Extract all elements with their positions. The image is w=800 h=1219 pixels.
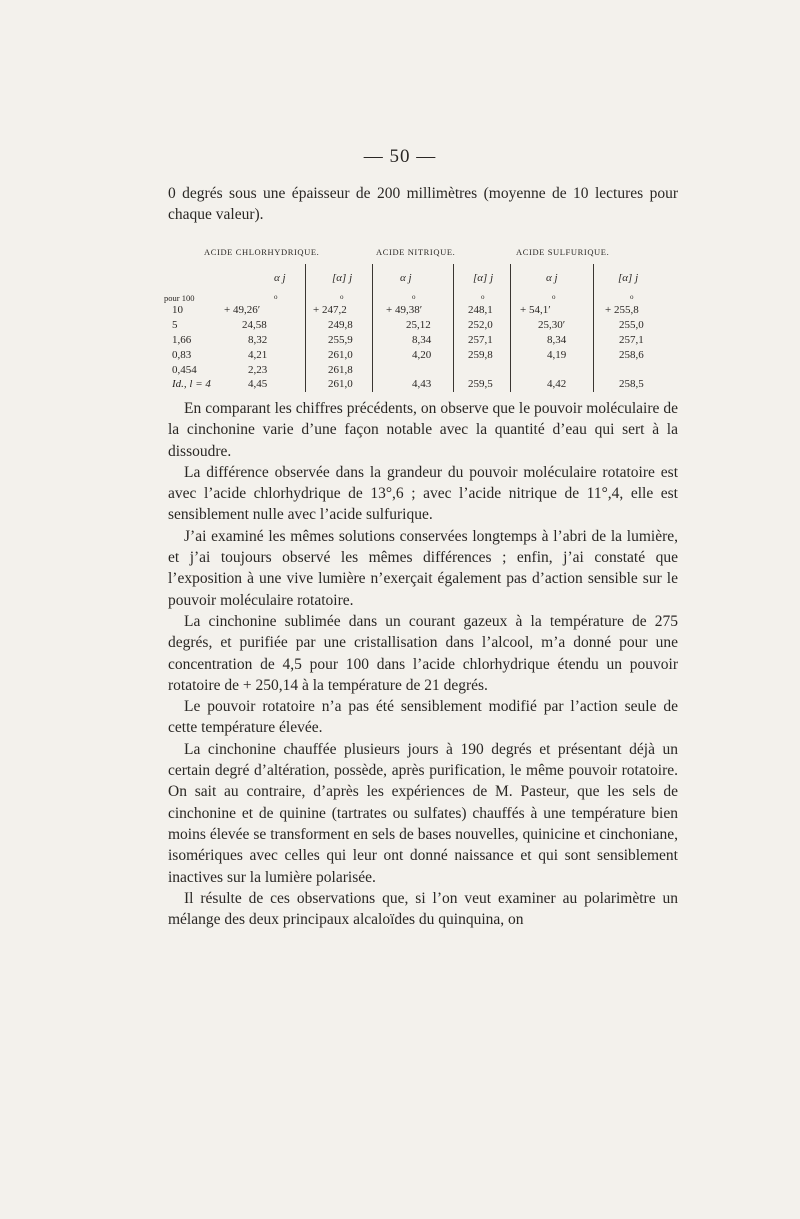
table-cell: 8,34: [547, 334, 567, 346]
col-header-alpha-3: α j: [546, 272, 558, 284]
table-cell: 258,6: [619, 349, 644, 361]
paragraph: La différence observée dans la grandeur du pouvoir moléculaire rotatoire est avec l’acide chlorhydrique de 13°,6 ; avec l’acide nitrique de 11°,4, elle est sensiblement nulle avec l’acide sulfurique.: [168, 463, 678, 524]
paragraph: La cinchonine chauffée plusieurs jours à 190 degrés et présentant déjà un certain degré d’altération, possède, après purification, le même pouvoir rotatoire. On sait au contraire, d’après les expériences de M. Pasteur, que les sels de cinchonine et de quinine (tartrates ou sulfates) chauffés à une température bien moins élevée se transforment en sels de bases nouvelles, quinicine et cinchoniane, isomériques avec celles qui leur ont donné naissance et qui sont sensiblement inactives sur la lumière polarisée.: [168, 740, 678, 886]
table-cell: 257,1: [468, 334, 493, 346]
table-cell: 258,5: [619, 378, 644, 390]
degree-mark: o: [630, 293, 634, 301]
table-row: [168, 349, 678, 364]
paragraph: En comparant les chiffres précédents, on observe que le pouvoir moléculaire de la cinchonine varie d’une façon notable avec la quantité d’eau qui sert à la dissoudre.: [168, 400, 678, 460]
table-cell: 4,42: [547, 378, 567, 390]
table-row: [168, 304, 678, 319]
table-cell: + 49,38′: [386, 304, 423, 316]
degree-mark: o: [481, 293, 485, 301]
paragraph: Il résulte de ces observations que, si l’on veut examiner au polarimètre un mélange des deux principaux alcaloïdes du quinquina, on: [168, 889, 678, 929]
table-cell: Id., l = 4: [172, 378, 211, 390]
intro-text: 0 degrés sous une épaisseur de 200 millimètres (moyenne de 10 lectures pour chaque valeur).: [168, 185, 678, 224]
table-cell: 261,0: [328, 378, 353, 390]
table-row: [168, 319, 678, 334]
table-cell: + 49,26′: [224, 304, 261, 316]
table-row: [168, 364, 678, 379]
table-cell: 2,23: [248, 364, 268, 376]
table-cell: 10: [172, 304, 183, 316]
table-cell: + 54,1′: [520, 304, 551, 316]
group-header-sulfuric: ACIDE SULFURIQUE.: [516, 247, 610, 257]
col-header-specific-3: [α] j: [618, 272, 639, 284]
table-cell: 261,8: [328, 364, 353, 376]
table-cell: 4,19: [547, 349, 567, 361]
rotation-table: [164, 236, 678, 396]
table-cell: 4,21: [248, 349, 268, 361]
table-cell: 4,43: [412, 378, 432, 390]
table-cell: 25,12: [406, 319, 431, 331]
table-cell: 0,454: [172, 364, 197, 376]
paragraph: Le pouvoir rotatoire n’a pas été sensiblement modifié par l’action seule de cette température élevée.: [168, 698, 678, 737]
table-cell: 248,1: [468, 304, 493, 316]
col-header-alpha-1: α j: [274, 272, 286, 284]
table-cell: 0,83: [172, 349, 192, 361]
page-number: — 50 —: [363, 146, 437, 167]
group-header-nitric: ACIDE NITRIQUE.: [376, 247, 456, 257]
col-header-specific-2: [α] j: [473, 272, 494, 284]
table-cell: 252,0: [468, 319, 493, 331]
col-header-specific-1: [α] j: [332, 272, 353, 284]
table-row: [168, 378, 678, 393]
paragraph: La cinchonine sublimée dans un courant gazeux à la température de 275 degrés, et purifiée par une cristallisation dans l’alcool, m’a donné pour une concentration de 4,5 pour 100 dans l’acide chlorhydrique étendu un pouvoir rotatoire de + 250,14 à la température de 21 degrés.: [168, 612, 678, 694]
table-cell: 257,1: [619, 334, 644, 346]
table-cell: 4,45: [248, 378, 268, 390]
degree-mark: o: [274, 293, 278, 301]
degree-mark: o: [340, 293, 344, 301]
table-cell: 24,58: [242, 319, 267, 331]
first-col-header: pour 100: [164, 293, 195, 303]
table-cell: 1,66: [172, 334, 192, 346]
table-cell: 25,30′: [538, 319, 566, 331]
table-cell: 259,5: [468, 378, 493, 390]
paragraph: J’ai examiné les mêmes solutions conservées longtemps à l’abri de la lumière, et j’ai toujours observé les mêmes différences ; enfin, j’ai constaté que l’exposition à une vive lumière n’exerçait également pas d’action sensible sur le pouvoir moléculaire rotatoire.: [168, 527, 678, 609]
table-cell: 8,32: [248, 334, 268, 346]
degree-mark: o: [412, 293, 416, 301]
body-text: [168, 398, 678, 930]
table-cell: 8,34: [412, 334, 432, 346]
table-cell: + 255,8: [605, 304, 639, 316]
table-cell: 261,0: [328, 349, 353, 361]
table-cell: 5: [172, 319, 178, 331]
intro-paragraph: [168, 183, 678, 226]
table-cell: 4,20: [412, 349, 432, 361]
table-cell: 249,8: [328, 319, 353, 331]
degree-mark: o: [552, 293, 556, 301]
col-header-alpha-2: α j: [400, 272, 412, 284]
table-cell: 255,9: [328, 334, 353, 346]
table-cell: + 247,2: [313, 304, 347, 316]
group-header-hcl: ACIDE CHLORHYDRIQUE.: [204, 247, 320, 257]
table-row: [168, 334, 678, 349]
table-cell: 255,0: [619, 319, 644, 331]
table-cell: 259,8: [468, 349, 493, 361]
